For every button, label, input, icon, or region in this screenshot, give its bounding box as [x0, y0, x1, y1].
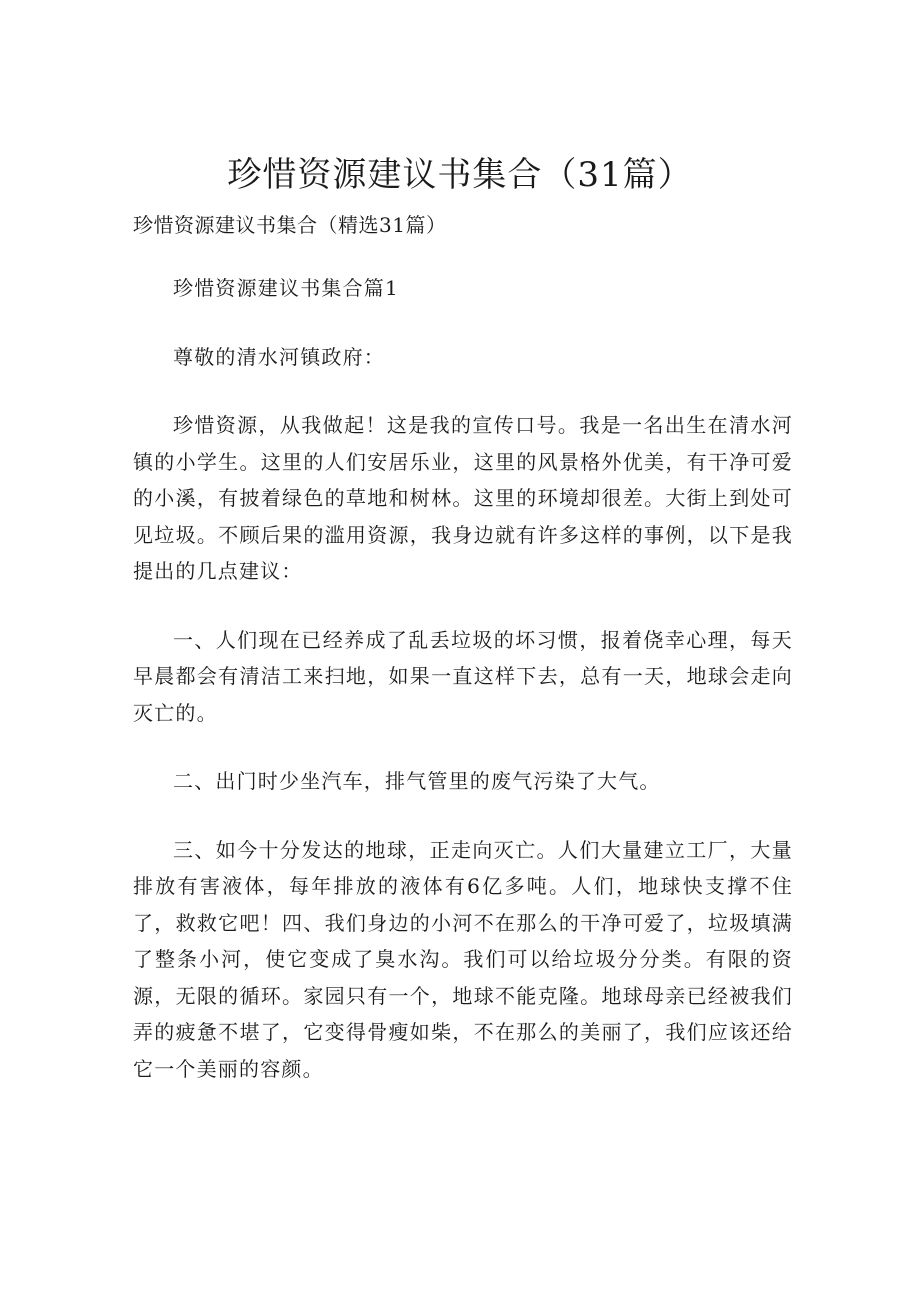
- document-subtitle: 珍惜资源建议书集合（精选31篇）: [133, 213, 447, 237]
- section-heading: 珍惜资源建议书集合篇1: [173, 276, 399, 300]
- document-body: [133, 270, 793, 1119]
- paragraph: 珍惜资源，从我做起！这是我的宣传口号。我是一名出生在清水河镇的小学生。这里的人们安居乐业，这里的风景格外优美，有干净可爱的小溪，有披着绿色的草地和树林。这里的环境却很差。大街上到处可见垃圾。不顾后果的滥用资源，我身边就有许多这样的事例，以下是我提出的几点建议：: [133, 413, 793, 583]
- salutation: 尊敬的清水河镇政府：: [173, 344, 385, 369]
- document-title: 珍惜资源建议书集合（31篇）: [227, 155, 693, 195]
- paragraph: 三、如今十分发达的地球，正走向灭亡。人们大量建立工厂，大量排放有害液体，每年排放的液体有6亿多吨。人们，地球快支撑不住了，救救它吧！四、我们身边的小河不在那么的干净可爱了，垃圾填满了整条小河，使它变成了臭水沟。我们可以给垃圾分分类。有限的资源，无限的循环。家园只有一个，地球不能克隆。地球母亲已经被我们弄的疲惫不堪了，它变得骨瘦如柴，不在那么的美丽了，我们应该还给它一个美丽的容颜。: [133, 837, 793, 1081]
- paragraph: 二、出门时少坐汽车，排气管里的废气污染了大气。: [173, 769, 661, 793]
- paragraph: 一、人们现在已经养成了乱丢垃圾的坏习惯，报着侥幸心理，每天早晨都会有清洁工来扫地，如果一直这样下去，总有一天，地球会走向灭亡的。: [133, 627, 793, 725]
